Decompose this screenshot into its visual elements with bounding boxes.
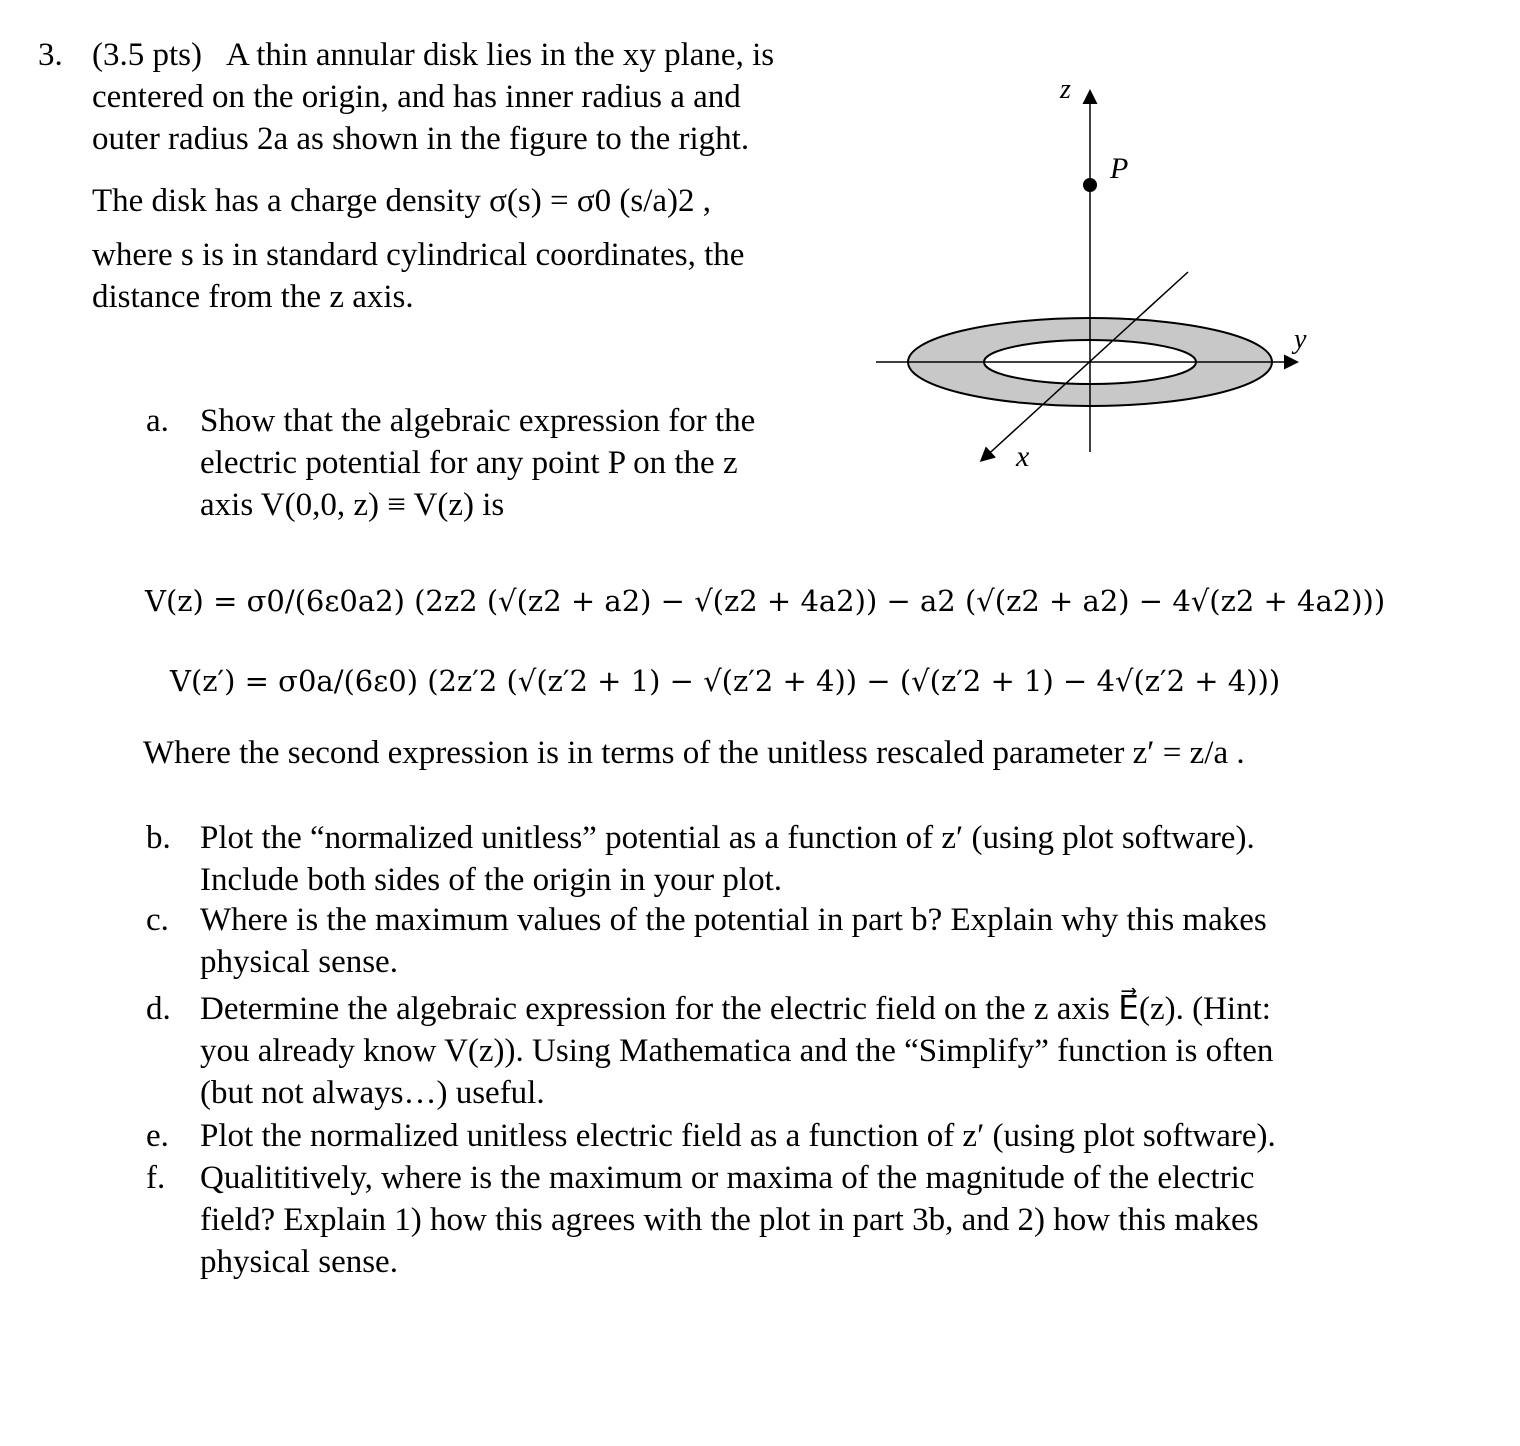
part-f-line-2: field? Explain 1) how this agrees with the plot in part 3b, and 2) how this makes: [200, 1202, 1259, 1238]
intro-line-3: outer radius 2a as shown in the figure to the right.: [92, 121, 750, 157]
part-c-line-2: physical sense.: [200, 944, 398, 980]
part-c-line-1: Where is the maximum values of the potential in part b? Explain why this makes: [200, 902, 1267, 938]
density-line: The disk has a charge density σ(s) = σ0 (s/a)2 ,: [92, 183, 712, 219]
part-d-line-3: (but not always…) useful.: [200, 1075, 545, 1111]
problem-number: 3.: [38, 37, 63, 73]
part-d-letter: d.: [146, 991, 171, 1027]
z-axis-label: z: [1060, 74, 1071, 105]
part-e-letter: e.: [146, 1118, 169, 1154]
part-a-letter: a.: [146, 403, 169, 439]
p-label: P: [1110, 152, 1129, 185]
part-c-letter: c.: [146, 902, 169, 938]
part-d-line-1: Determine the algebraic expression for the electric field on the z axis E⃗(z). (Hint:: [200, 991, 1271, 1027]
part-b-line-1: Plot the “normalized unitless” potential as a function of z′ (using plot software).: [200, 820, 1255, 856]
equation-v-z: V(z) = σ0/(6ε0a2) (2z2 (√(z2 + a2) − √(z2 + 4a2)) − a2 (√(z2 + a2) − 4√(z2 + 4a2))): [145, 584, 1386, 618]
part-d-line-2: you already know V(z)). Using Mathematica and the “Simplify” function is often: [200, 1033, 1274, 1069]
x-axis-label: x: [1016, 440, 1030, 473]
part-b-letter: b.: [146, 820, 171, 856]
where-line-2: distance from the z axis.: [92, 279, 414, 315]
where-line-1: where s is in standard cylindrical coordinates, the: [92, 237, 745, 273]
equation-v-zprime: V(z′) = σ0a/(6ε0) (2z′2 (√(z′2 + 1) − √(z′2 + 4)) − (√(z′2 + 1) − 4√(z′2 + 4))): [170, 664, 1281, 698]
part-a-line-1: Show that the algebraic expression for the: [200, 403, 756, 439]
point-p: [1083, 178, 1097, 192]
problem-points: (3.5 pts): [92, 37, 202, 73]
intro-line-2: centered on the origin, and has inner radius a and: [92, 79, 741, 115]
intro-line-1: A thin annular disk lies in the xy plane, is: [226, 37, 775, 73]
part-e-line-1: Plot the normalized unitless electric field as a function of z′ (using plot software).: [200, 1118, 1276, 1154]
part-a-line-3: axis V(0,0, z) ≡ V(z) is: [200, 487, 505, 523]
part-a-line-2: electric potential for any point P on the z: [200, 445, 738, 481]
part-b-line-2: Include both sides of the origin in your plot.: [200, 862, 782, 898]
annular-disk-figure: [860, 70, 1320, 490]
part-f-line-1: Qualititively, where is the maximum or maxima of the magnitude of the electric: [200, 1160, 1255, 1196]
part-f-letter: f.: [146, 1160, 166, 1196]
y-axis-label: y: [1294, 324, 1307, 355]
where-note: Where the second expression is in terms of the unitless rescaled parameter z′ = z/a .: [143, 735, 1245, 771]
part-f-line-3: physical sense.: [200, 1244, 398, 1280]
